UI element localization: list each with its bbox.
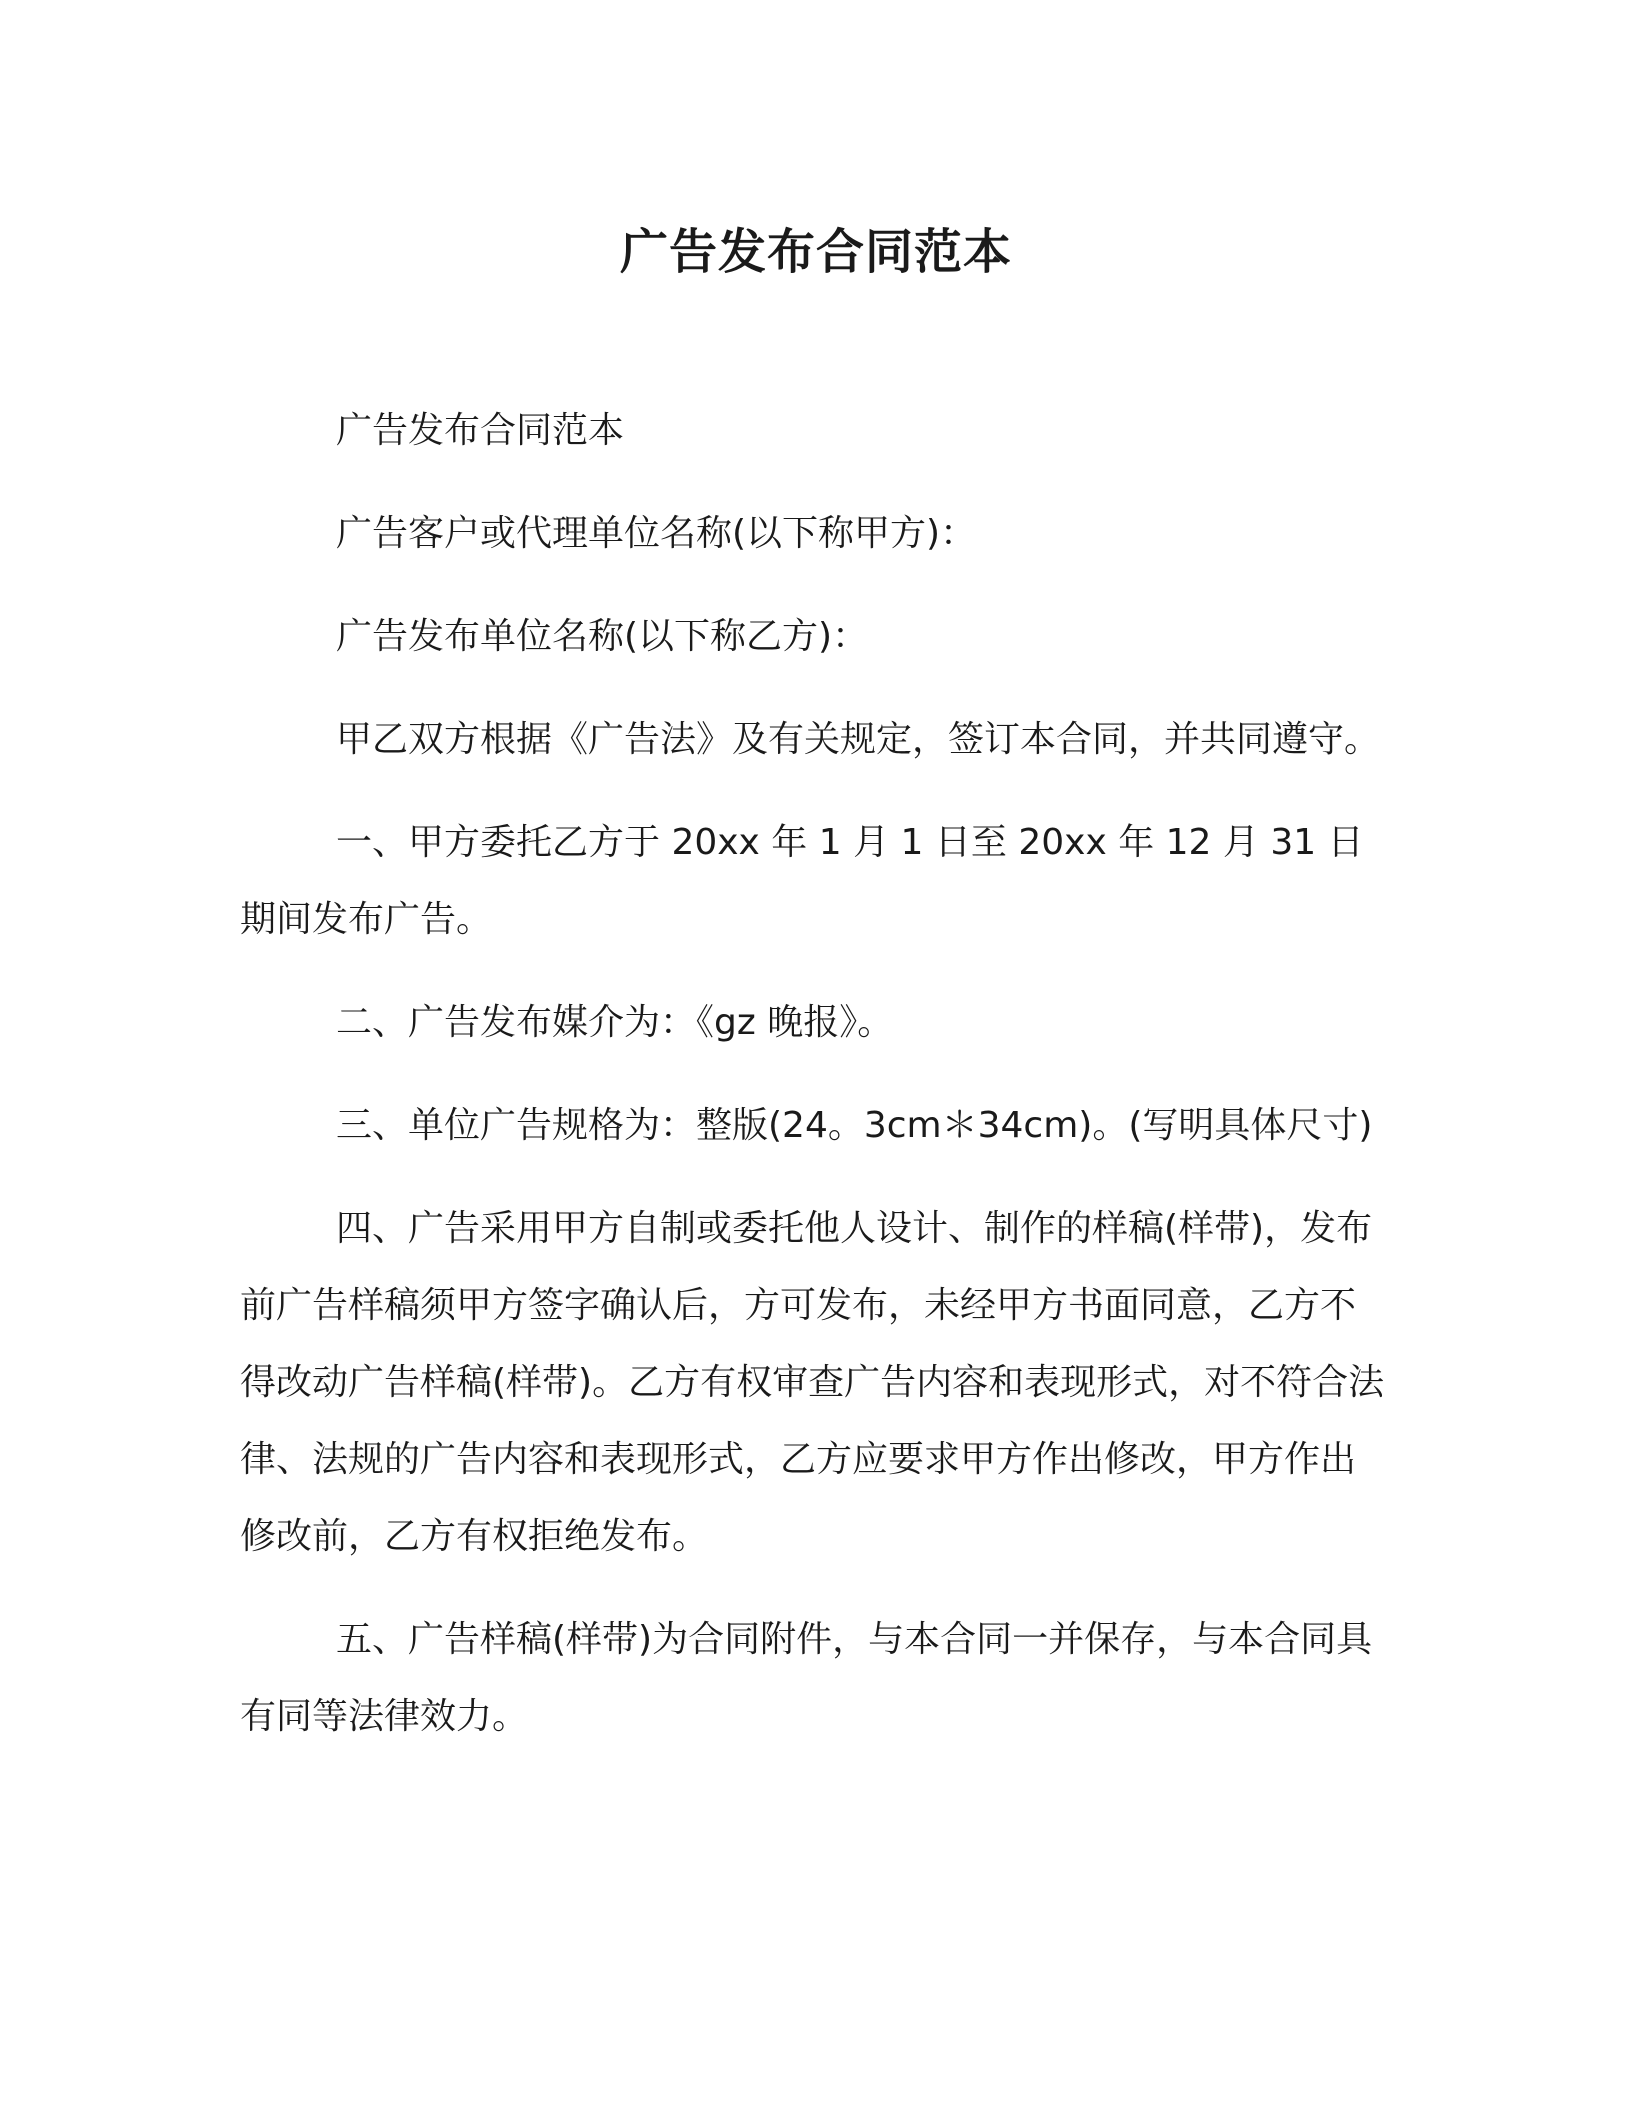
paragraph-party-b: 广告发布单位名称(以下称乙方)： <box>336 616 869 657</box>
clause-3: 三、单位广告规格为：整版(24。3cm＊34cm)。(写明具体尺寸) <box>336 1105 1373 1146</box>
clause-1: 一、甲方委托乙方于 20xx 年 1 月 1 日至 20xx 年 12 月 31 日期间发布广告。 <box>240 822 1364 940</box>
clause-2: 二、广告发布媒介为：《gz 晚报》。 <box>336 1002 894 1043</box>
paragraph-party-a: 广告客户或代理单位名称(以下称甲方)： <box>336 513 977 554</box>
document-title: 广告发布合同范本 <box>619 224 1012 280</box>
paragraph-heading: 广告发布合同范本 <box>336 410 625 451</box>
document-body <box>240 392 1390 1781</box>
clause-5: 五、广告样稿(样带)为合同附件，与本合同一并保存，与本合同具有同等法律效力。 <box>240 1619 1373 1737</box>
clause-4: 四、广告采用甲方自制或委托他人设计、制作的样稿(样带)，发布前广告样稿须甲方签字确认后，方可发布，未经甲方书面同意，乙方不得改动广告样稿(样带)。乙方有权审查广告内容和表现形式，对不符合法律、法规的广告内容和表现形式，乙方应要求甲方作出修改，甲方作出修改前，乙方有权拒绝发布。 <box>240 1208 1385 1557</box>
paragraph-preamble: 甲乙双方根据《广告法》及有关规定，签订本合同，并共同遵守。 <box>336 719 1381 760</box>
